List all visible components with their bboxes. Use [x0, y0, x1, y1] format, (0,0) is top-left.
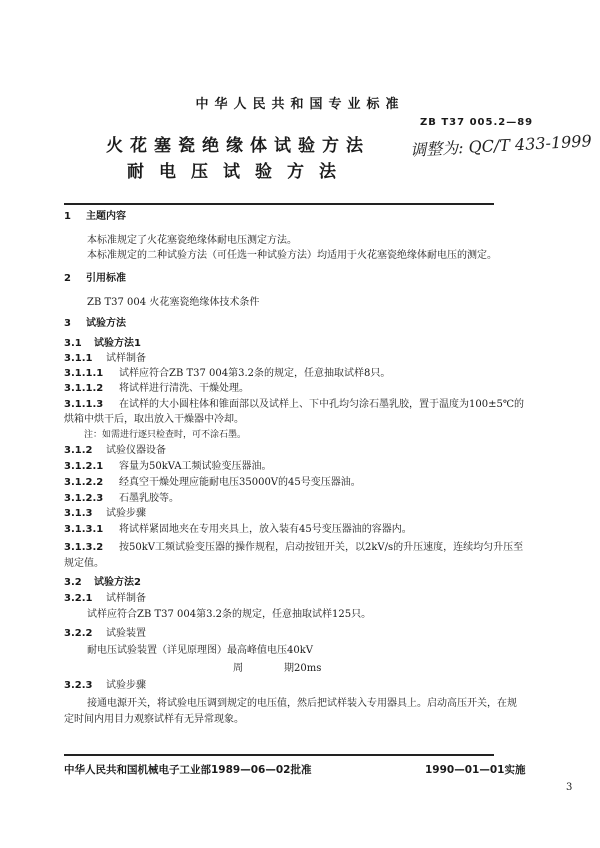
section-title: 试验步骤 [106, 680, 146, 691]
clause-3-1-1-2 [64, 382, 249, 395]
section-number: 3.1.3 [64, 508, 93, 519]
clause-3-1-2-1 [64, 460, 272, 473]
clause-text: 经真空干燥处理应能耐电压35000V的45号变压器油。 [119, 477, 361, 488]
document-subtitle: 耐电压试验方法 [127, 162, 351, 182]
clause-text: 按50kV工频试验变压器的操作规程，启动按钮开关，以2kV/s的升压速度，连续均匀升压至 [119, 542, 524, 553]
section-title: 试验方法 [86, 318, 126, 329]
clause-continuation: 烘箱中烘干后，取出放入干燥器中冷却。 [64, 414, 244, 425]
clause-number: 3.1.1.1 [64, 368, 104, 379]
section-title: 试验方法2 [94, 577, 141, 588]
note: 注：如需进行逐只检查时，可不涂石墨。 [84, 430, 247, 440]
clause-3-1-1-3 [64, 398, 524, 411]
section-3-1-2-heading [64, 444, 166, 457]
clause-text: 在试样的大小圆柱体和锥面部以及试样上、下中孔均匀涂石墨乳胶，置于温度为100±5℃的 [119, 399, 525, 410]
section-title: 引用标准 [86, 273, 126, 284]
section-3-1-heading [64, 337, 141, 350]
clause-number: 3.1.2.3 [64, 493, 104, 504]
section-number: 3.1.2 [64, 445, 93, 456]
section-number: 3.2.2 [64, 628, 93, 639]
clause-3-1-3-2 [64, 541, 523, 554]
section-number: 3.2.1 [64, 593, 93, 604]
paragraph: 本标准规定了火花塞瓷绝缘体耐电压测定方法。 [87, 235, 297, 246]
spec-label: 周 [233, 663, 243, 674]
section-title: 试验方法1 [94, 338, 141, 349]
section-3-2-3-heading [64, 679, 146, 692]
clause-number: 3.1.2.2 [64, 477, 104, 488]
paragraph-continuation: 定时间内用目力观察试样有无异常现象。 [64, 714, 244, 725]
clause-number: 3.1.1.2 [64, 383, 104, 394]
footer-divider [64, 754, 494, 756]
page-number: 3 [566, 782, 573, 793]
section-number: 2 [64, 273, 71, 284]
clause-text: 将试样紧固地夹在专用夹具上，放入装有45号变压器油的容器内。 [119, 524, 412, 535]
paragraph: 耐电压试验装置（详见原理图）最高峰值电压40kV [87, 645, 314, 656]
clause-3-1-1-1 [64, 367, 390, 380]
clause-number: 3.1.2.1 [64, 461, 104, 472]
section-title: 试验仪器设备 [106, 445, 166, 456]
paragraph: 本标准规定的二种试验方法（可任选一种试验方法）均适用于火花塞瓷绝缘体耐电压的测定。 [87, 250, 497, 261]
section-3-2-heading [64, 576, 141, 589]
section-number: 3.1 [64, 338, 82, 349]
section-title: 试验步骤 [106, 508, 146, 519]
approval-statement: 中华人民共和国机械电子工业部1989—06—02批准 [64, 764, 312, 776]
standard-category: 中华人民共和国专业标准 [195, 97, 405, 112]
section-number: 1 [64, 211, 71, 222]
clause-3-1-2-3 [64, 492, 179, 505]
paragraph: 接通电源开关，将试验电压调到规定的电压值，然后把试样装入专用器具上。启动高压开关，在规 [87, 698, 517, 709]
clause-text: 石墨乳胶等。 [119, 493, 179, 504]
header-divider [64, 203, 494, 205]
section-2-heading [64, 272, 126, 285]
section-number: 3.1.1 [64, 353, 93, 364]
standard-code: ZB T37 005.2—89 [420, 117, 534, 128]
section-3-2-1-heading [64, 592, 146, 605]
clause-number: 3.1.3.1 [64, 524, 104, 535]
section-title: 试验装置 [106, 628, 146, 639]
section-title: 主题内容 [86, 211, 126, 222]
effective-date: 1990—01—01实施 [425, 764, 526, 776]
referenced-standard: ZB T37 004 火花塞瓷绝缘体技术条件 [87, 297, 260, 308]
clause-text: 将试样进行清洗、干燥处理。 [119, 383, 249, 394]
section-title: 试样制备 [106, 593, 146, 604]
clause-number: 3.1.3.2 [64, 542, 104, 553]
clause-3-1-3-1 [64, 523, 412, 536]
section-3-1-3-heading [64, 507, 146, 520]
clause-number: 3.1.1.3 [64, 399, 104, 410]
section-3-2-2-heading [64, 627, 146, 640]
handwritten-note: 调整为: QC/T 433-1999 [409, 131, 593, 160]
section-number: 3.2 [64, 577, 82, 588]
section-1-heading [64, 210, 126, 223]
section-number: 3 [64, 318, 71, 329]
section-title: 试样制备 [106, 353, 146, 364]
clause-text: 容量为50kVA工频试验变压器油。 [119, 461, 272, 472]
document-title: 火花塞瓷绝缘体试验方法 [106, 136, 370, 156]
spec-value: 期20ms [284, 663, 322, 674]
clause-text: 试样应符合ZB T37 004第3.2条的规定，任意抽取试样8只。 [119, 368, 391, 379]
paragraph: 试样应符合ZB T37 004第3.2条的规定，任意抽取试样125只。 [87, 609, 372, 620]
section-number: 3.2.3 [64, 680, 93, 691]
section-3-1-1-heading [64, 352, 146, 365]
clause-3-1-2-2 [64, 476, 361, 489]
section-3-heading [64, 317, 126, 330]
clause-continuation: 规定值。 [64, 558, 104, 569]
